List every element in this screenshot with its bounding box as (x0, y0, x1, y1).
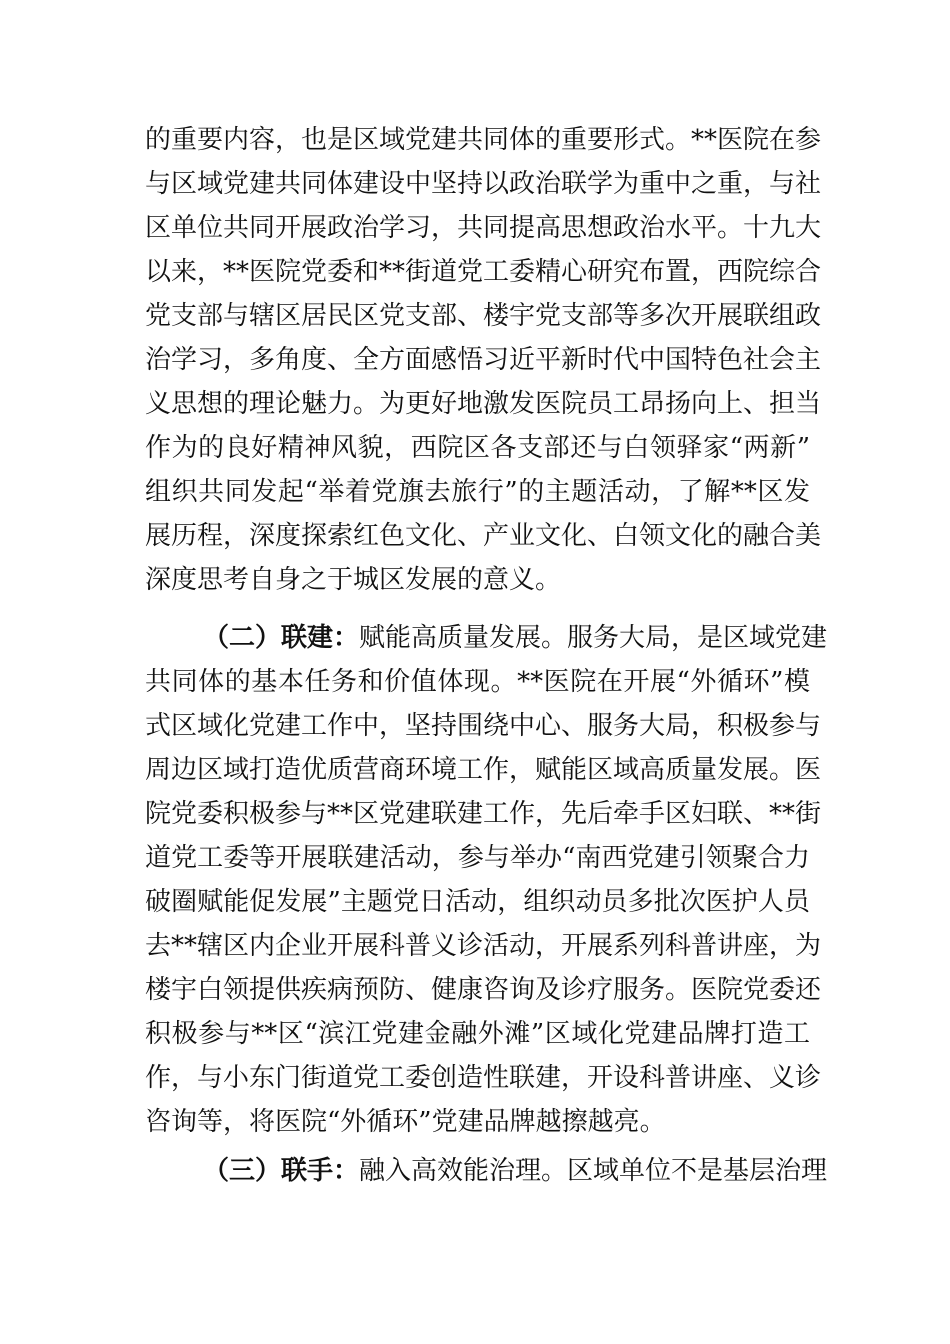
paragraph-line: 积极参与**区“滨江党建金融外滩”区域化党建品牌打造工 (145, 1019, 810, 1049)
paragraph-line: 与区域党建共同体建设中坚持以政治联学为重中之重，与社 (145, 169, 822, 199)
paragraph-line: 展历程，深度探索红色文化、产业文化、白领文化的融合美 (145, 521, 822, 551)
paragraph-line: 义思想的理论魅力。为更好地激发医院员工昂扬向上、担当 (145, 389, 822, 419)
section-first-line-text: 赋能高质量发展。服务大局，是区域党建 (359, 623, 828, 653)
paragraph-line: 共同体的基本任务和价值体现。**医院在开展“外循环”模 (145, 667, 810, 697)
paragraph-line: 深度思考自身之于城区发展的意义。 (145, 565, 562, 595)
paragraph-line: 组织共同发起“举着党旗去旅行”的主题活动，了解**区发 (145, 477, 810, 507)
paragraph-line: 治学习，多角度、全方面感悟习近平新时代中国特色社会主 (145, 345, 822, 375)
paragraph-line: 楼宇白领提供疾病预防、健康咨询及诊疗服务。医院党委还 (145, 975, 822, 1005)
paragraph-line: 以来，**医院党委和**街道党工委精心研究布置，西院综合 (145, 257, 822, 287)
paragraph-line: 道党工委等开展联建活动，参与举办“南西党建引领聚合力 (145, 843, 810, 873)
section-first-line (203, 1149, 828, 1193)
paragraph-line: 周边区域打造优质营商环境工作，赋能区域高质量发展。医 (145, 755, 822, 785)
section-heading: （三）联手： (203, 1156, 360, 1186)
paragraph-line: 的重要内容，也是区域党建共同体的重要形式。**医院在参 (145, 125, 822, 155)
section-heading: （二）联建： (203, 623, 360, 653)
paragraph-line: 作为的良好精神风貌，西院区各支部还与白领驿家“两新” (145, 433, 810, 463)
paragraph-line: 咨询等，将医院“外循环”党建品牌越擦越亮。 (145, 1107, 666, 1137)
paragraph-line: 破圈赋能促发展”主题党日活动，组织动员多批次医护人员 (145, 887, 810, 917)
paragraph-line: 党支部与辖区居民区党支部、楼宇党支部等多次开展联组政 (145, 301, 822, 331)
paragraph-line: 院党委积极参与**区党建联建工作，先后牵手区妇联、**街 (145, 799, 822, 829)
section-first-line (203, 616, 828, 660)
paragraph-line: 去**辖区内企业开展科普义诊活动，开展系列科普讲座，为 (145, 931, 822, 961)
section-first-line-text: 融入高效能治理。区域单位不是基层治理 (359, 1156, 828, 1186)
paragraph-line: 区单位共同开展政治学习，共同提高思想政治水平。十九大 (145, 213, 822, 243)
paragraph-line: 作，与小东门街道党工委创造性联建，开设科普讲座、义诊 (145, 1063, 822, 1093)
paragraph-line: 式区域化党建工作中，坚持围绕中心、服务大局，积极参与 (145, 711, 822, 741)
